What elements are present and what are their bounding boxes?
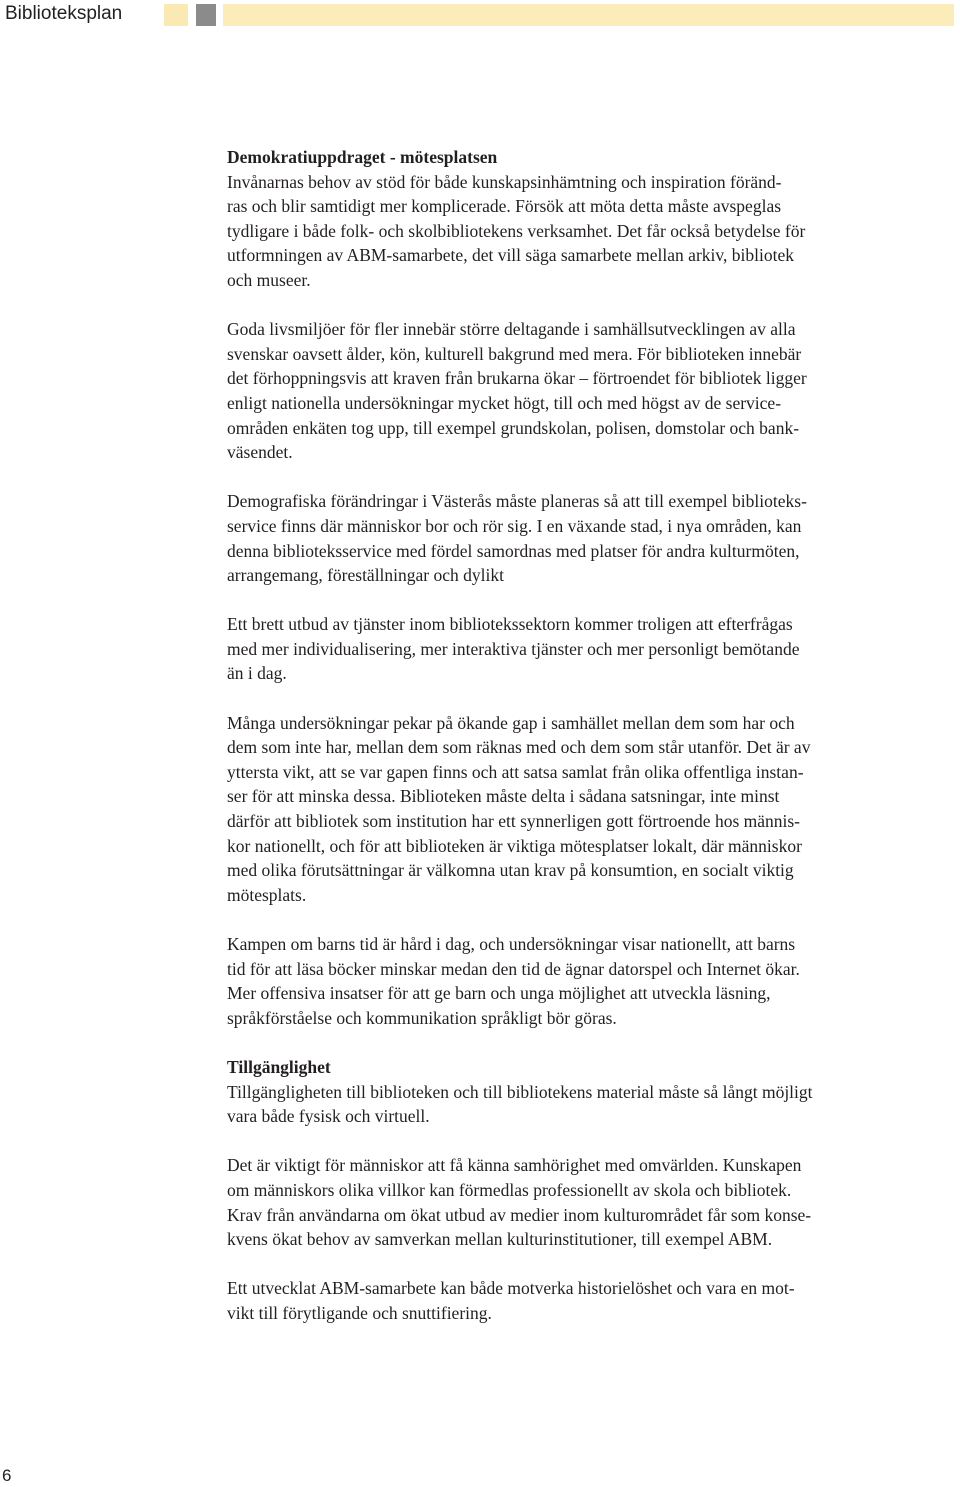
text-line: utformningen av ABM-samarbete, det vill säga samarbete mellan arkiv, bibliotek <box>227 245 794 266</box>
header-decor-gray-block <box>196 4 216 26</box>
text-line: yttersta vikt, att se var gapen finns och att satsa samlat från olika offentliga instan- <box>227 761 804 782</box>
paragraph <box>227 932 957 1030</box>
text-line: språkförståelse och kommunikation språkligt bör göras. <box>227 1007 617 1028</box>
paragraph <box>227 1080 957 1129</box>
text-line: Goda livsmiljöer för fler innebär större deltagande i samhällsutvecklingen av alla <box>227 319 796 340</box>
text-line: om människors olika villkor kan förmedlas professionellt av skola och bibliotek. <box>227 1179 792 1200</box>
text-line: arrangemang, föreställningar och dylikt <box>227 565 504 586</box>
text-line: denna biblioteksservice med fördel samordnas med platser för andra kulturmöten, <box>227 540 800 561</box>
text-line: Invånarnas behov av stöd för både kunskapsinhämtning och inspiration föränd- <box>227 171 782 192</box>
text-line: vikt till förytligande och snuttifiering. <box>227 1302 492 1323</box>
text-line: service finns där människor bor och rör sig. I en växande stad, i nya områden, kan <box>227 515 802 536</box>
text-line: Det är viktigt för människor att få känna samhörighet med omvärlden. Kunskapen <box>227 1155 802 1176</box>
text-line: vara både fysisk och virtuell. <box>227 1106 430 1127</box>
text-line: dem som inte har, mellan dem som räknas med och dem som står utanför. Det är av <box>227 737 811 758</box>
body-text <box>227 145 957 1350</box>
text-line: Ett brett utbud av tjänster inom bibliotekssektorn kommer troligen att efterfrågas <box>227 614 793 635</box>
text-line: kor nationellt, och för att biblioteken är viktiga mötesplatser lokalt, där människor <box>227 835 802 856</box>
text-line: områden enkäten tog upp, till exempel grundskolan, polisen, domstolar och bank- <box>227 417 800 438</box>
text-line: enligt nationella undersökningar mycket högt, till och med högst av de service- <box>227 392 782 413</box>
section-heading: Tillgänglighet <box>227 1056 331 1077</box>
text-line: med mer individualisering, mer interaktiva tjänster och mer personligt bemötande <box>227 638 800 659</box>
paragraph <box>227 1276 957 1325</box>
paragraph <box>227 612 957 686</box>
text-line: Ett utvecklat ABM-samarbete kan både motverka historielöshet och vara en mot- <box>227 1278 795 1299</box>
paragraph <box>227 711 957 908</box>
text-line: med olika förutsättningar är välkomna utan krav på konsumtion, en socialt viktig <box>227 860 794 881</box>
page-number: 6 <box>2 1466 12 1485</box>
text-line: det förhoppningsvis att kraven från brukarna ökar – förtroendet för bibliotek ligger <box>227 368 807 389</box>
text-line: kvens ökat behov av samverkan mellan kulturinstitutioner, till exempel ABM. <box>227 1229 773 1250</box>
text-line: Mer offensiva insatser för att ge barn och unga möjlighet att utveckla läsning, <box>227 983 771 1004</box>
text-line: Demografiska förändringar i Västerås måste planeras så att till exempel biblioteks- <box>227 491 807 512</box>
text-line: tydligare i både folk- och skolbibliotekens verksamhet. Det får också betydelse för <box>227 220 806 241</box>
paragraph <box>227 489 957 587</box>
text-line: därför att bibliotek som institution har ett synnerligen gott förtroende hos männis- <box>227 811 801 832</box>
text-line: Många undersökningar pekar på ökande gap i samhället mellan dem som har och <box>227 712 795 733</box>
text-line: Krav från användarna om ökat utbud av medier inom kulturområdet får som konse- <box>227 1204 812 1225</box>
text-line: ras och blir samtidigt mer komplicerade. Försök att möta detta måste avspeglas <box>227 196 782 217</box>
paragraph <box>227 170 957 293</box>
text-line: mötesplats. <box>227 884 307 905</box>
text-line: Tillgängligheten till biblioteken och till bibliotekens material måste så långt möjligt <box>227 1081 813 1102</box>
header-decor-light-block <box>164 4 188 26</box>
section-heading: Demokratiuppdraget - mötesplatsen <box>227 147 498 167</box>
paragraph <box>227 1153 957 1251</box>
document-title: Biblioteksplan <box>5 3 123 24</box>
text-line: ser för att minska dessa. Biblioteken måste delta i sådana satsningar, inte minst <box>227 786 780 807</box>
text-line: och museer. <box>227 269 311 290</box>
paragraph <box>227 317 957 465</box>
text-line: väsendet. <box>227 442 293 463</box>
header-decor-band <box>223 4 954 26</box>
text-line: än i dag. <box>227 663 287 684</box>
text-line: tid för att läsa böcker minskar medan den tid de ägnar datorspel och Internet ökar. <box>227 958 800 979</box>
text-line: Kampen om barns tid är hård i dag, och undersökningar visar nationellt, att barns <box>227 934 796 954</box>
text-line: svenskar oavsett ålder, kön, kulturell bakgrund med mera. För biblioteken innebär <box>227 343 802 364</box>
page-header <box>0 0 960 30</box>
